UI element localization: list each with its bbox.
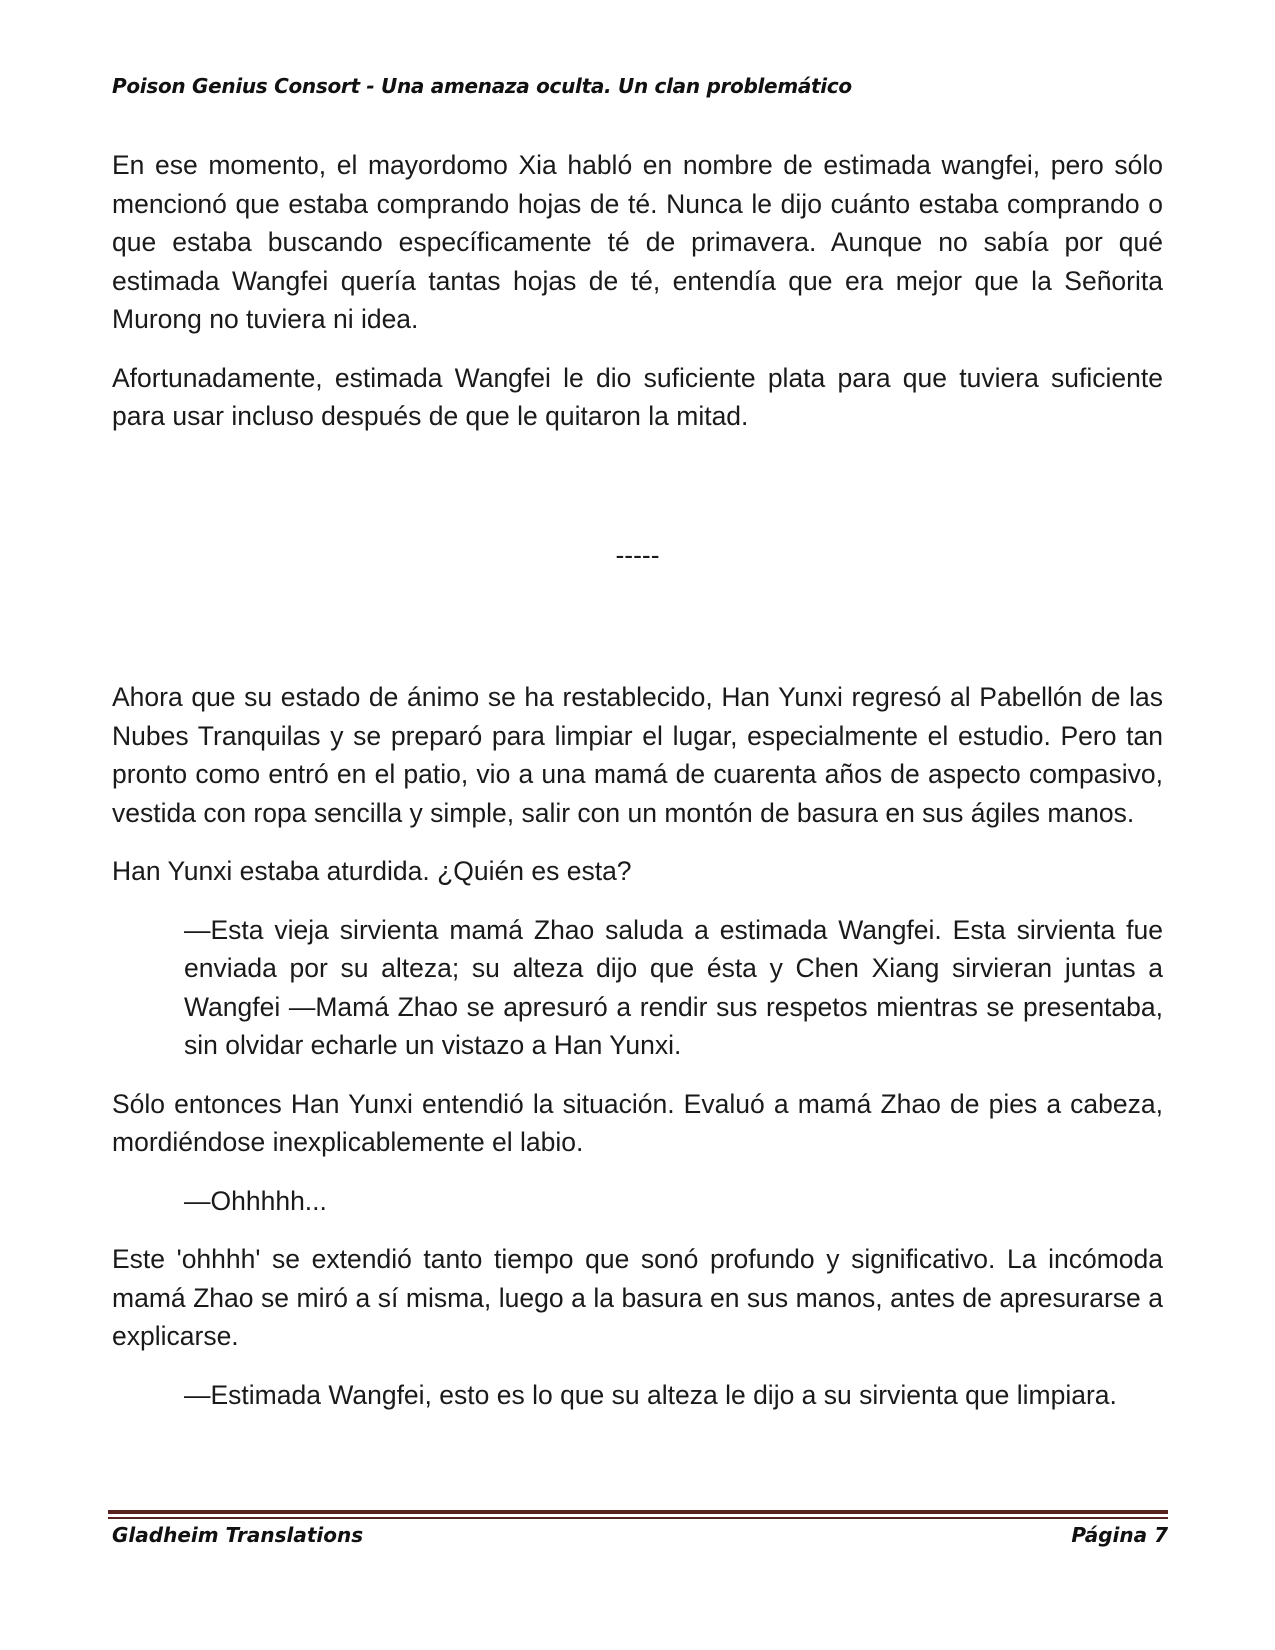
page-header-title: Poison Genius Consort - Una amenaza oculta. Un clan problemático <box>112 74 852 98</box>
dialogue-1: —Esta vieja sirvienta mamá Zhao saluda a estimada Wangfei. Esta sirvienta fue enviada por su alteza; su alteza dijo que ésta y Chen Xiang sirvieran juntas a Wangfei —Mamá Zhao se apresuró a rendir sus respetos mientras se presentaba, sin olvidar echarle un vistazo a Han Yunxi. <box>184 914 1163 1060</box>
footer-divider-thick <box>108 1510 1168 1514</box>
paragraph-1: En ese momento, el mayordomo Xia habló en nombre de estimada wangfei, pero sólo mencionó que estaba comprando hojas de té. Nunca le dijo cuánto estaba comprando o que estaba buscando específicamente té de primavera. Aunque no sabía por qué estimada Wangfei quería tantas hojas de té, entendía que era mejor que la Señorita Murong no tuviera ni idea. <box>112 150 1163 334</box>
scene-separator: ----- <box>615 539 660 570</box>
spacer <box>112 456 1163 536</box>
document-body <box>112 146 1163 1434</box>
paragraph-8: Este 'ohhhh' se extendió tanto tiempo que sonó profundo y significativo. La incómoda mamá Zhao se miró a sí misma, luego a la basura en sus manos, antes de apresurarse a explicarse. <box>112 1244 1163 1351</box>
dialogue-3: —Estimada Wangfei, esto es lo que su alteza le dijo a su sirvienta que limpiara. <box>184 1379 1117 1410</box>
footer-divider-thin <box>108 1517 1168 1519</box>
paragraph-3: Ahora que su estado de ánimo se ha restablecido, Han Yunxi regresó al Pabellón de las Nubes Tranquilas y se preparó para limpiar el lugar, especialmente el estudio. Pero tan pronto como entró en el patio, vio a una mamá de cuarenta años de aspecto compasivo, vestida con ropa sencilla y simple, salir con un montón de basura en sus ágiles manos. <box>112 682 1163 828</box>
dialogue-2: —Ohhhhh... <box>184 1185 327 1216</box>
footer-page-number: Página 7 <box>1071 1523 1168 1547</box>
spacer <box>112 594 1163 678</box>
paragraph-6: Sólo entonces Han Yunxi entendió la situación. Evaluó a mamá Zhao de pies a cabeza, mordiéndose inexplicablemente el labio. <box>112 1088 1163 1157</box>
paragraph-2: Afortunadamente, estimada Wangfei le dio suficiente plata para que tuviera suficiente para usar incluso después de que le quitaron la mitad. <box>112 362 1163 431</box>
footer-publisher: Gladheim Translations <box>112 1523 364 1547</box>
paragraph-4: Han Yunxi estaba aturdida. ¿Quién es esta? <box>112 856 632 886</box>
